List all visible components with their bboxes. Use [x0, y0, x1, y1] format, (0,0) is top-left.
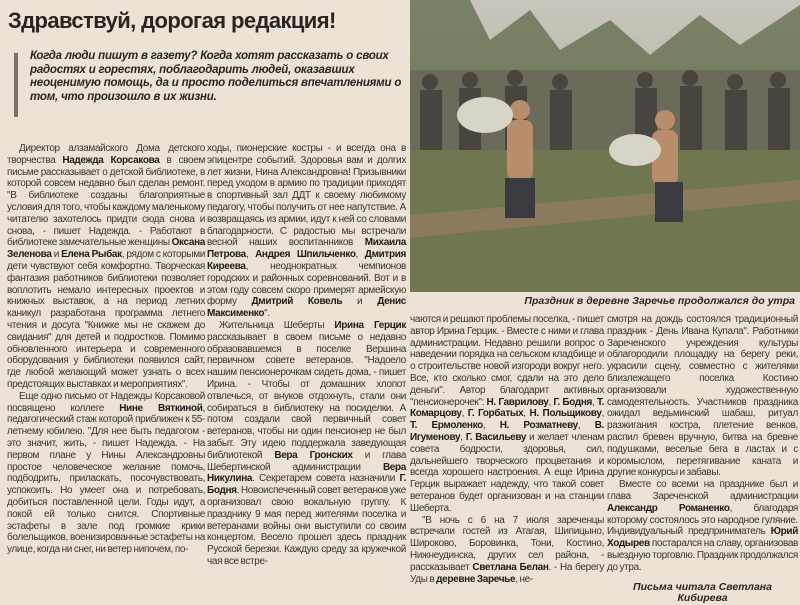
text-run: , не-: [515, 573, 533, 585]
bold-name: Г. Горбатых: [467, 408, 524, 420]
bold-name: Дмитрий Ковель: [251, 296, 343, 308]
text-run: и желает членам совета бодрости, здоровья, сил, дальнейшего творческого процветания и всегда хорошего настроения. А еще Ирина Герцик выражает надежду, что такой совет ветеранов будет организован и на станции Шеберта.: [410, 431, 604, 514]
text-run: и: [342, 296, 378, 308]
text-run: ,: [461, 408, 468, 420]
paragraph: [607, 314, 798, 479]
lead-text: Когда люди пишут в газету? Когда хотят рассказать о своих радостях и горестях, поблагодарить людей, оказавших неоценимую помощь, да и просто поделиться впечатлениями о том, что произошло в их жизни.: [30, 50, 402, 103]
bold-name: Т. Комарцову: [410, 396, 605, 420]
text-run: Жительница Шеберты: [219, 319, 335, 331]
bold-name: Н. Польщикову: [529, 408, 602, 420]
bold-name: Елена Рыбак: [61, 249, 122, 261]
text-run: ,: [482, 420, 500, 432]
festival-photo: [410, 0, 800, 292]
bold-name: Надежда Корсакова: [62, 154, 160, 166]
text-run: постарался на славу, организовав выездную торговлю. Праздник продолжался до утра.: [607, 538, 798, 573]
bold-name: Оксана Зеленова: [7, 237, 205, 261]
text-run: ,: [592, 396, 597, 408]
paragraph: [207, 143, 406, 320]
bold-name: Г. Бодня: [207, 473, 406, 497]
text-run: "В ночь с 6 на 7 июля зареченцы встречали гостей из Атагая, Шипицыно, Широково, Боровинка, Тони, Костино, Нижнеудинска, других сел района, - рассказывает: [410, 514, 604, 573]
lead-paragraph: [14, 50, 402, 104]
paragraph: [607, 479, 798, 573]
text-run: ,: [601, 408, 604, 420]
bold-name: Т. Ермоленко: [410, 420, 483, 432]
bold-name: В. Игуменову: [410, 420, 604, 443]
bold-name: Дмитрия Киреева: [207, 249, 407, 272]
text-run: . Секретарем совета назначили: [252, 473, 400, 485]
text-run: ,: [245, 249, 256, 261]
text-run: . - На берегу Уды в: [410, 561, 604, 585]
bold-name: Нине Вяткиной: [119, 402, 203, 414]
signature: Письма читала Светлана Кибирева: [633, 580, 772, 605]
article-column-1: [7, 143, 205, 556]
text-run: Еще одно письмо от Надежды Корсаковой посвящено коллеге: [7, 390, 205, 414]
bold-name: Александр Романенко: [607, 502, 730, 514]
bold-name: Н. Розматневу: [499, 420, 578, 432]
paragraph: [207, 320, 406, 568]
text-run: , педагогический стаж которой приближен к 55-летнему юбилею. "Для нее быть педагогом - это значит, жить, - пишет Надежда. - На первом плане у Нины Александровны простое человеческое желание помочь, подбодрить, приласкать, посочувствовать, успокоить. Но умеет она и потребовать, добиться поставленной цели. Годы идут, а покой ей только снится. Спортивные эстафеты в зале под громкие крики болельщиков, военизированные эстафеты на улице, когда ни снег, ни ветер нипочем, по-: [7, 402, 205, 556]
text-run: ,: [355, 249, 365, 261]
bold-name: Денис Максименко: [207, 296, 406, 320]
bold-name: Н. Гаврилову: [486, 396, 549, 408]
article-column-3: [410, 314, 604, 585]
text-run: и глава Шебертинской администрации: [207, 449, 407, 473]
bold-name: Вера Гронских: [274, 449, 353, 461]
text-run: рассказывает в своем письме о недавно образовавшемся в поселке Вершина первичном совете ветеранов. "Надоело нашим пенсионерочкам сидеть дома, - пишет Ирина. - Чтобы от домашних хлопот отвлечься, от внуков отдохнуть, стали они собираться в библиотеку на посиделки. А потом создали свой первичный совет ветеранов, чтобы ни один пенсионер не был забыт. Эту идею поддержала заведующая библиотекой: [207, 331, 406, 461]
photo-caption: Праздник в деревне Заречье продолжался до утра: [524, 295, 795, 307]
article-column-2: [207, 143, 406, 568]
text-run: Вместе со всеми на празднике был и глава Зареченской администрации: [607, 479, 798, 502]
bold-name: деревне Заречье: [436, 573, 516, 585]
paragraph: [7, 143, 205, 391]
bold-name: Михаила Петрова: [207, 237, 406, 261]
bold-name: Светлана Белан: [472, 561, 549, 573]
bold-name: Вера Никулина: [207, 461, 406, 485]
paragraph: [410, 314, 604, 515]
text-run: чаются и решают проблемы поселка, - пишет автор Ирина Герцик. - Вместе с ними и глава администрации. Недавно решили вопрос о наведении порядка на сельском кладбище и о строительстве новой изгороди вокруг него. Все, кто сколько смог, сдали на это дело деньги". Автор благодарит активных "пенсионерочек":: [410, 314, 604, 408]
text-run: смотря на дождь состоялся традиционный праздник - День Ивана Купала". Работники Зареченского учреждения культуры облагородили площадку на берегу реки, украсили сцену, совместно с жителями близлежащего поселка Костино организовали художественную самодеятельность. Участников праздника ожидал ведьминский шабаш, ритуал разжигания костра, плетение венков, распил бревен вручную, битва на бревне подушками, веселые бега в ластах и с коромыслом, перетягивание каната и другие конкурсы и забавы.: [607, 314, 798, 479]
text-run: ,: [460, 431, 466, 443]
bold-name: Андрея Шпильченко: [255, 249, 356, 261]
text-run: , рядом с которыми дети чувствуют себя комфортно. Творческая фантазия работников библиотеки позволяет воплотить немало интересных проектов и книжных выставок, а на период летних каникул разработана программа летнего чтения и досуга "Книжке мы не скажем до свидания" для детей и подростков. Помимо обновленного интерьера и современного оборудования у библиотеки появился сайт, где любой желающий может узнать о всех предстоящих выставках и мероприятиях".: [7, 249, 205, 390]
text-run: и: [51, 249, 62, 261]
text-run: ,: [523, 408, 530, 420]
text-run: . Новоиспеченный совет ветеранов уже организовал свою вокальную группу. К празднику 9 мая перед жителями поселка и ветеранами войны они выступили со своим концертом. Весело прошел здесь праздник Русской березки. Каждую среду за кружечкой чая все встре-: [207, 485, 406, 567]
paragraph: [7, 391, 205, 556]
bold-name: Г. Васильеву: [465, 431, 527, 443]
article-column-4: [607, 314, 798, 605]
text-run: ходы, пионерские костры - и всегда она в эпицентре событий. Здоровья вам и долгих лет жизни, Нина Александровна! Призывники перед уходом в армию по традиции приходят в спортивный зал ДДТ к своему любимому педагогу, чтобы получить от нее напутствие. А возвращаясь из армии, идут к ней со словами благодарности. С радостью мы встречали весной наших воспитанников: [207, 143, 406, 249]
bold-name: Юрий Ходырев: [607, 526, 798, 550]
text-run: , благодаря которому состоялось это народное гуляние. Индивидуальный предприниматель: [607, 502, 798, 538]
lead-accent-bar: [14, 53, 18, 117]
text-run: в своем письме рассказывает о детской библиотеке, в которой совсем недавно был сделан ремонт. "В библиотеке созданы благоприятные условия для того, чтобы каждому маленькому читателю захотелось придти сюда снова и снова, - пишет Надежда. - Работают в библиотеке замечательные женщины: [7, 154, 205, 249]
bold-name: Ирина Герцик: [334, 319, 406, 331]
text-run: ".: [264, 308, 270, 320]
text-run: , неоднократных чемпионов городских и районных соревнований. Вот и в этом году совсем скоро примерят армейскую форму: [207, 260, 406, 308]
text-run: ,: [548, 396, 554, 408]
photo-image: [410, 0, 800, 292]
text-run: ,: [577, 420, 595, 432]
headline: Здравствуй, дорогая редакция!: [8, 8, 336, 33]
bold-name: Г. Бодня: [553, 396, 593, 408]
paragraph: [410, 515, 604, 586]
text-run: Директор алзамайского Дома детского творчества: [7, 143, 205, 166]
